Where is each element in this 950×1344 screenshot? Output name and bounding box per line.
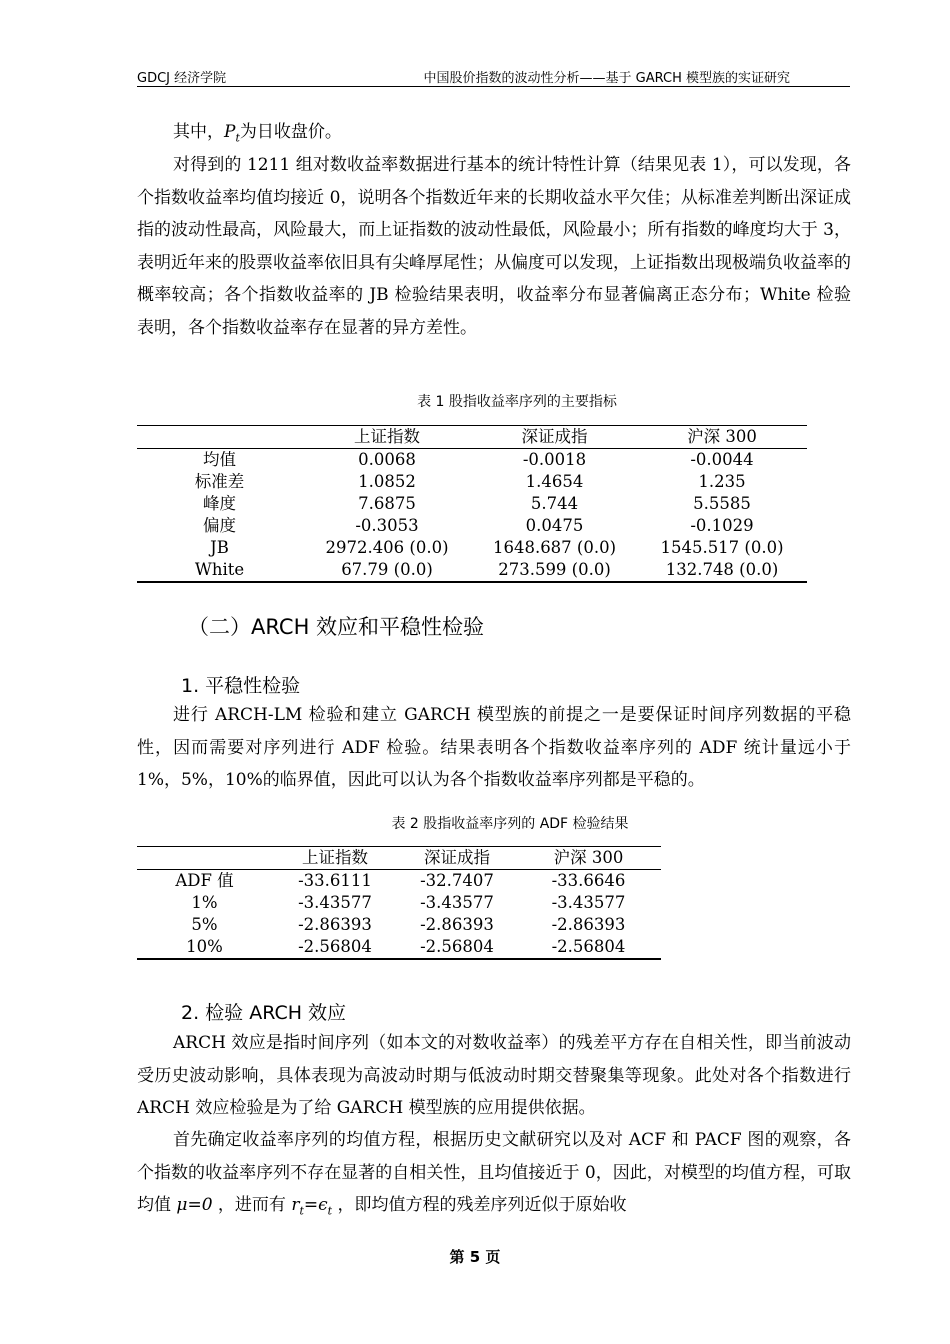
table-cell: 0.0475 <box>525 516 584 535</box>
table-cell: -33.6111 <box>298 871 372 890</box>
table-cell: 67.79 (0.0) <box>302 559 472 582</box>
table-cell: 5.744 <box>530 494 579 513</box>
row-label: 10% <box>137 936 272 959</box>
table-cell: -33.6646 <box>551 871 626 890</box>
table-2 <box>137 846 661 960</box>
table-cell: -2.56804 <box>272 936 398 959</box>
row-label: 峰度 <box>203 494 236 513</box>
para-1-prefix: 其中， <box>173 122 224 142</box>
row-label: 均值 <box>203 450 236 469</box>
table-row <box>137 936 661 959</box>
table-cell: -2.86393 <box>298 915 372 934</box>
row-label: 1% <box>191 893 218 912</box>
table-cell: 132.748 (0.0) <box>637 559 807 582</box>
table-cell: -3.43577 <box>420 893 494 912</box>
header-right: 中国股价指数的波动性分析——基于 GARCH 模型族的实证研究 <box>423 71 790 86</box>
header-left: GDCJ 经济学院 <box>137 71 227 86</box>
row-label: 偏度 <box>203 516 236 535</box>
table-cell: -0.0018 <box>522 450 587 469</box>
table-header-cell: 沪深 300 <box>637 426 807 449</box>
page-header <box>137 66 850 87</box>
math-r-equals-epsilon: $r_t=\epsilon_t$ <box>291 1195 333 1218</box>
row-label: JB <box>210 538 229 557</box>
table-row <box>137 892 661 914</box>
para-5-text-2: ，进而有 <box>212 1195 292 1215</box>
table-row <box>137 515 807 537</box>
table-cell: 1648.687 (0.0) <box>492 538 617 557</box>
table-1 <box>137 425 807 583</box>
para-3: 进行 ARCH-LM 检验和建立 GARCH 模型族的前提之一是要保证时间序列数据的平稳性，因而需要对序列进行 ADF 检验。结果表明各个指数收益率序列的 ADF 统计量远小于 1%，5%，10%的临界值，因此可以认为各个指数收益率序列都是平稳的。 <box>137 705 851 790</box>
row-label: White <box>137 559 302 582</box>
row-label: 标准差 <box>194 472 245 491</box>
table-header-cell: 深证成指 <box>398 847 516 870</box>
table-row <box>137 559 807 582</box>
para-4: ARCH 效应是指时间序列（如本文的对数收益率）的残差平方存在自相关性，即当前波动受历史波动影响，具体表现为高波动时期与低波动时期交替聚集等现象。此处对各个指数进行 ARCH 效应检验是为了给 GARCH 模型族的应用提供依据。 <box>137 1033 851 1118</box>
table-cell: -0.1029 <box>690 516 754 535</box>
row-label: ADF 值 <box>175 871 234 890</box>
table-cell: 1.4654 <box>525 472 584 491</box>
table-1-caption: 表 1 股指收益率序列的主要指标 <box>417 394 617 410</box>
subsection-2-title: 2. 检验 ARCH 效应 <box>181 1002 347 1024</box>
table-cell: 5.5585 <box>693 494 751 513</box>
para-2: 对得到的 1211 组对数收益率数据进行基本的统计特性计算（结果见表 1），可以发现，各个指数收益率均值均接近 0，说明各个指数近年来的长期收益水平欠佳；从标准差判断出深证成指的波动性最高，风险最大，而上证指数的波动性最低，风险最小；所有指数的峰度均大于 3，表明近年来的股票收益率依旧具有尖峰厚尾性；从偏度可以发现，上证指数出现极端负收益率的概率较高；各个指数收益率的 JB 检验结果表明，收益率分布显著偏离正态分布；White 检验表明，各个指数收益率存在显著的异方差性。 <box>137 155 851 338</box>
para-5 <box>137 1124 851 1228</box>
table-header-cell <box>137 426 302 449</box>
table-cell: -2.86393 <box>420 915 494 934</box>
table-header-cell: 上证指数 <box>302 426 472 449</box>
table-cell: 2972.406 (0.0) <box>325 538 449 557</box>
table-cell: -2.86393 <box>551 915 626 934</box>
table-cell: -0.0044 <box>690 450 754 469</box>
table-header-cell: 深证成指 <box>472 426 637 449</box>
table-cell: -2.56804 <box>398 936 516 959</box>
para-1-suffix: 为日收盘价。 <box>239 122 342 142</box>
table-header-cell: 沪深 300 <box>516 847 661 870</box>
table-row <box>137 449 807 472</box>
table-cell: -32.7407 <box>420 871 494 890</box>
table-cell: 7.6875 <box>358 494 416 513</box>
math-mu-equals-zero: μ=0 <box>176 1195 213 1215</box>
table-cell: 0.0068 <box>358 450 416 469</box>
table-cell: -0.3053 <box>355 516 419 535</box>
table-row <box>137 870 661 893</box>
table-cell: -2.56804 <box>516 936 661 959</box>
section-2-title: （二）ARCH 效应和平稳性检验 <box>188 615 485 639</box>
table-cell: -3.43577 <box>551 893 626 912</box>
table-row <box>137 914 661 936</box>
table-2-caption: 表 2 股指收益率序列的 ADF 检验结果 <box>391 816 629 832</box>
para-1-var: $P_t$ <box>224 122 240 145</box>
table-2-header-row <box>137 847 661 870</box>
table-cell: 273.599 (0.0) <box>472 559 637 582</box>
page-number: 第 5 页 <box>449 1248 501 1266</box>
table-1-header-row <box>137 426 807 449</box>
table-cell: -3.43577 <box>298 893 372 912</box>
table-header-cell <box>137 847 272 870</box>
table-row <box>137 493 807 515</box>
table-cell: 1545.517 (0.0) <box>660 538 784 557</box>
para-5-text-1: 首先确定收益率序列的均值方程，根据历史文献研究以及对 ACF 和 PACF 图的观察，各个指数的收益率序列不存在显著的自相关性，且均值接近于 0，因此，对模型的均值方程，可取均值 <box>137 1130 851 1215</box>
table-row <box>137 537 807 559</box>
table-cell: 1.235 <box>698 472 746 491</box>
subsection-1-title: 1. 平稳性检验 <box>181 675 301 697</box>
table-row <box>137 471 807 493</box>
table-header-cell: 上证指数 <box>272 847 398 870</box>
para-5-text-3: ，即均值方程的残差序列近似于原始收 <box>332 1195 627 1215</box>
row-label: 5% <box>191 915 218 934</box>
table-cell: 1.0852 <box>358 472 416 491</box>
